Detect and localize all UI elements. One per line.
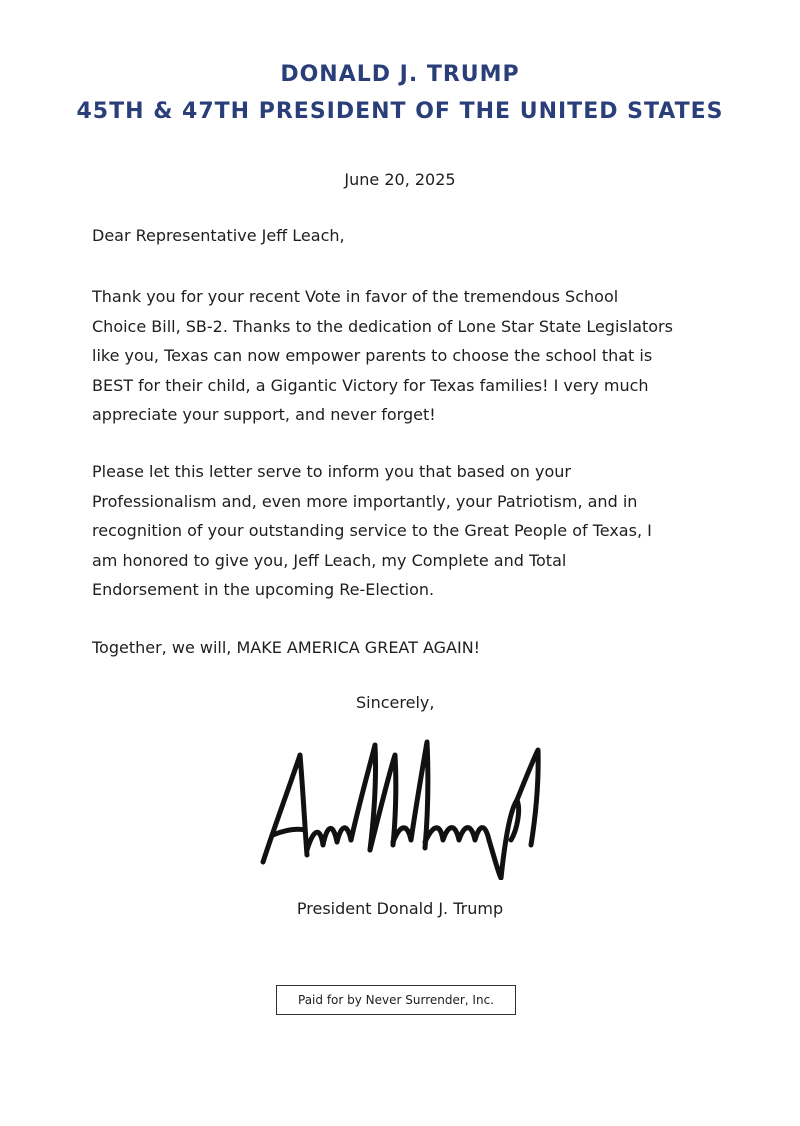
closing: Sincerely, [356,693,435,712]
paragraph-endorsement [92,457,712,605]
paragraph-line: Thank you for your recent Vote in favor of the tremendous School [92,287,619,306]
signature-icon [255,730,555,880]
paragraph-line: like you, Texas can now empower parents to choose the school that is [92,346,653,365]
paragraph-line: am honored to give you, Jeff Leach, my Complete and Total [92,550,567,570]
paragraph-line: BEST for their child, a Gigantic Victory for Texas families! I very much [92,375,649,395]
paragraph-line: Professionalism and, even more importantly, your Patriotism, and in [92,491,638,511]
letterhead-name: DONALD J. TRUMP [280,62,520,87]
paragraph-line: Endorsement in the upcoming Re-Election. [92,580,435,599]
paragraph-line: Choice Bill, SB-2. Thanks to the dedication of Lone Star State Legislators [92,316,673,336]
paragraph-slogan [92,633,712,663]
letter-date: June 20, 2025 [344,170,456,189]
paragraph-line: Together, we will, MAKE AMERICA GREAT AGAIN! [92,638,481,657]
paragraph-thanks [92,282,712,430]
paid-for-disclaimer: Paid for by Never Surrender, Inc. [276,985,516,1015]
signer-name: President Donald J. Trump [296,899,504,918]
paragraph-line: Please let this letter serve to inform you that based on your [92,462,571,481]
paragraph-line: appreciate your support, and never forget! [92,405,436,424]
salutation: Dear Representative Jeff Leach, [92,226,345,245]
paragraph-line: recognition of your outstanding service to the Great People of Texas, I [92,521,652,540]
letterhead-title: 45TH & 47TH PRESIDENT OF THE UNITED STATES [76,99,724,124]
